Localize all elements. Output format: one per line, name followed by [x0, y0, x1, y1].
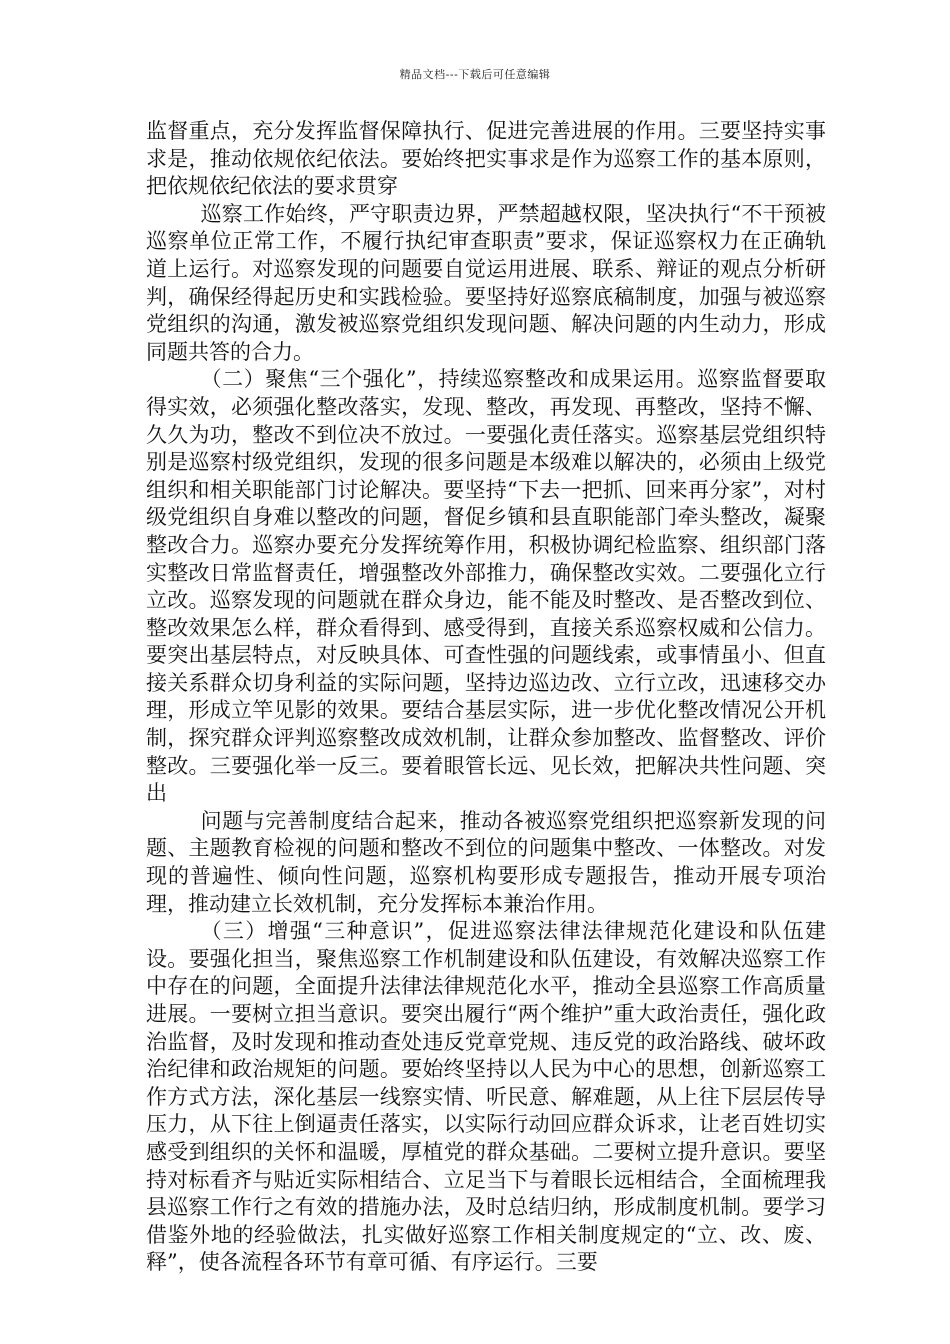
- paragraph-5: （三）增强“三种意识”，促进巡察法律法律规范化建设和队伍建设。要强化担当，聚焦巡察工作机制建设和队伍建设，有效解决巡察工作中存在的问题，全面提升法律法律规范化水平，推动全县巡察工作高质量进展。一要树立担当意识。要突出履行“两个维护”重大政治责任，强化政治监督，及时发现和推动查处违反党章党规、违反党的政治路线、破坏政治纪律和政治规矩的问题。要始终坚持以人民为中心的思想，创新巡察工作方式方法，深化基层一线察实情、听民意、解难题，从上往下层层传导压力，从下往上倒逼责任落实，以实际行动回应群众诉求，让老百姓切实感受到组织的关怀和温暖，厚植党的群众基础。二要树立提升意识。要坚持对标看齐与贴近实际相结合、立足当下与着眼长远相结合，全面梳理我县巡察工作行之有效的措施办法，及时总结归纳，形成制度机制。要学习借鉴外地的经验做法，扎实做好巡察工作相关制度规定的“立、改、废、释”，使各流程各环节有章可循、有序运行。三要: [146, 919, 826, 1275]
- paragraph-1: 监督重点，充分发挥监督保障执行、促进完善进展的作用。三要坚持实事求是，推动依规依纪依法。要始终把实事求是作为巡察工作的基本原则，把依规依纪依法的要求贯穿: [146, 119, 826, 199]
- document-body: [146, 118, 826, 1277]
- page-header: 精品文档---下载后可任意编辑: [399, 68, 551, 81]
- paragraph-3: （二）聚焦“三个强化”，持续巡察整改和成果运用。巡察监督要取得实效，必须强化整改落实，发现、整改，再发现、再整改，坚持不懈、久久为功，整改不到位决不放过。一要强化责任落实。巡察基层党组织特别是巡察村级党组织，发现的很多问题是本级难以解决的，必须由上级党组织和相关职能部门讨论解决。要坚持“下去一把抓、回来再分家”，对村级党组织自身难以整改的问题，督促乡镇和县直职能部门牵头整改，凝聚整改合力。巡察办要充分发挥统筹作用，积极协调纪检监察、组织部门落实整改日常监督责任，增强整改外部推力，确保整改实效。二要强化立行立改。巡察发现的问题就在群众身边，能不能及时整改、是否整改到位、整改效果怎么样，群众看得到、感受得到，直接关系巡察权威和公信力。要突出基层特点，对反映具体、可查性强的问题线索，或事情虽小、但直接关系群众切身利益的实际问题，坚持边巡边改、立行立改，迅速移交办理，形成立竿见影的效果。要结合基层实际，进一步优化整改情况公开机制，探究群众评判巡察整改成效机制，让群众参加整改、监督整改、评价整改。三要强化举一反三。要着眼管长远、见长效，把解决共性问题、突出: [146, 367, 826, 806]
- paragraph-4: 问题与完善制度结合起来，推动各被巡察党组织把巡察新发现的问题、主题教育检视的问题和整改不到位的问题集中整改、一体整改。对发现的普遍性、倾向性问题，巡察机构要形成专题报告，推动开展专项治理，推动建立长效机制，充分发挥标本兼治作用。: [146, 808, 826, 916]
- paragraph-2: 巡察工作始终，严守职责边界，严禁超越权限，坚决执行“不干预被巡察单位正常工作，不履行执纪审查职责”要求，保证巡察权力在正确轨道上运行。对巡察发现的问题要自觉运用进展、联系、辩证的观点分析研判，确保经得起历史和实践检验。要坚持好巡察底稿制度，加强与被巡察党组织的沟通，激发被巡察党组织发现问题、解决问题的内生动力，形成同题共答的合力。: [146, 201, 826, 364]
